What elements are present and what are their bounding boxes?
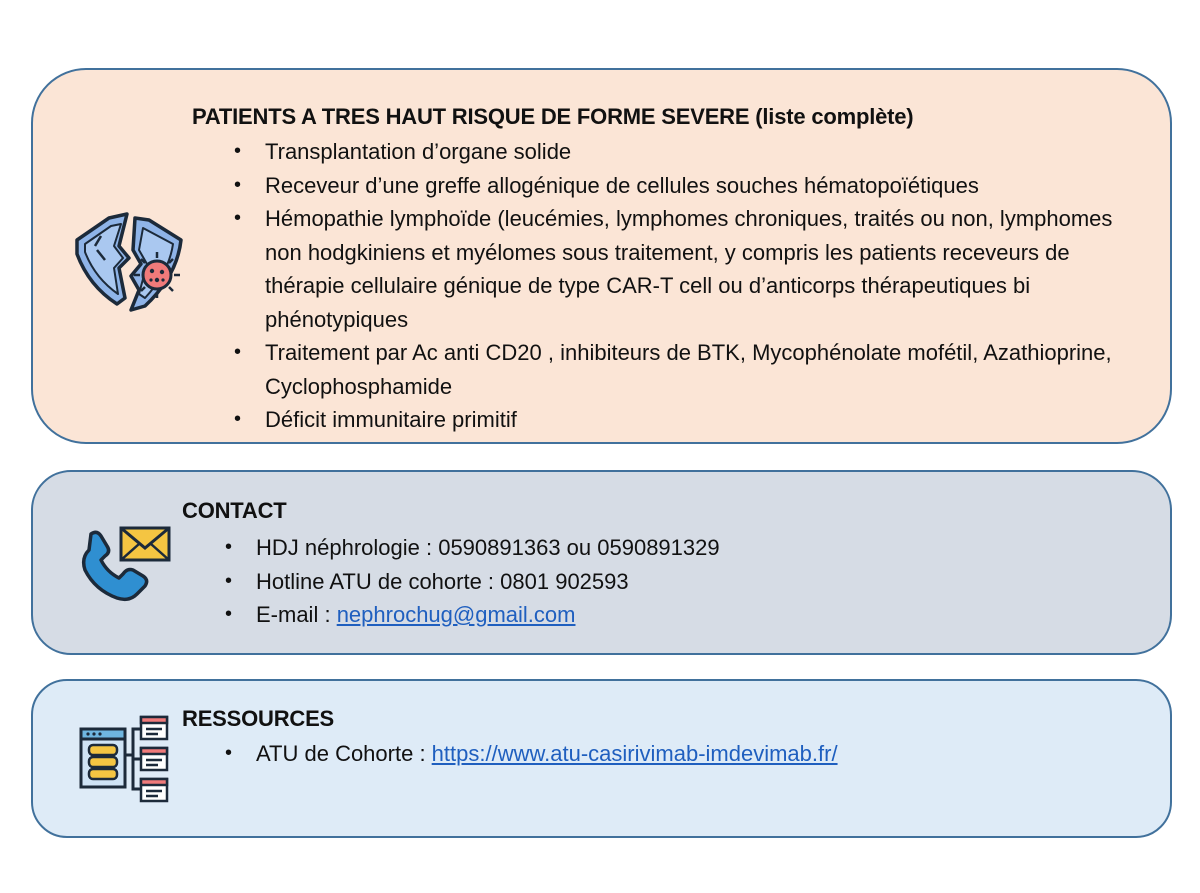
database-network-icon [79, 715, 171, 805]
list-item: • Hémopathie lymphoïde (leucémies, lymphomes chroniques, traités ou non, lymphomes non hodgkiniens et myélomes sous traitement, y compris les patients receveurs de thérapie cellulaire génique de type CAR-T cell ou d’anticorps thérapeutiques bi phénotypiques [234, 202, 1154, 336]
list-item: • Transplantation d’organe solide [234, 135, 1154, 169]
list-item: • Hotline ATU de cohorte : 0801 902593 [225, 565, 1125, 599]
risk-list [234, 135, 1154, 437]
contact-panel [31, 470, 1172, 655]
list-item: • Déficit immunitaire primitif [234, 403, 1154, 437]
list-item: • Traitement par Ac anti CD20 , inhibiteurs de BTK, Mycophénolate mofétil, Azathioprine, Cyclophosphamide [234, 336, 1154, 403]
risk-panel [31, 68, 1172, 444]
risk-title: PATIENTS A TRES HAUT RISQUE DE FORME SEVERE (liste complète) [192, 104, 914, 129]
resources-list [225, 737, 1125, 771]
broken-shield-virus-icon [69, 206, 189, 316]
phone-mail-icon [79, 522, 175, 604]
email-link[interactable]: nephrochug@gmail.com [336, 602, 576, 627]
list-item [225, 737, 1125, 771]
atu-label: ATU de Cohorte : [256, 741, 432, 766]
resources-title: RESSOURCES [182, 706, 335, 731]
contact-title: CONTACT [182, 498, 287, 523]
email-label: E-mail : [256, 602, 337, 627]
contact-list [225, 531, 1125, 632]
resources-panel [31, 679, 1172, 838]
list-item: • HDJ néphrologie : 0590891363 ou 0590891329 [225, 531, 1125, 565]
list-item: • Receveur d’une greffe allogénique de cellules souches hématopoïétiques [234, 169, 1154, 203]
atu-link[interactable]: https://www.atu-casirivimab-imdevimab.fr/ [431, 741, 838, 766]
list-item [225, 598, 1125, 632]
